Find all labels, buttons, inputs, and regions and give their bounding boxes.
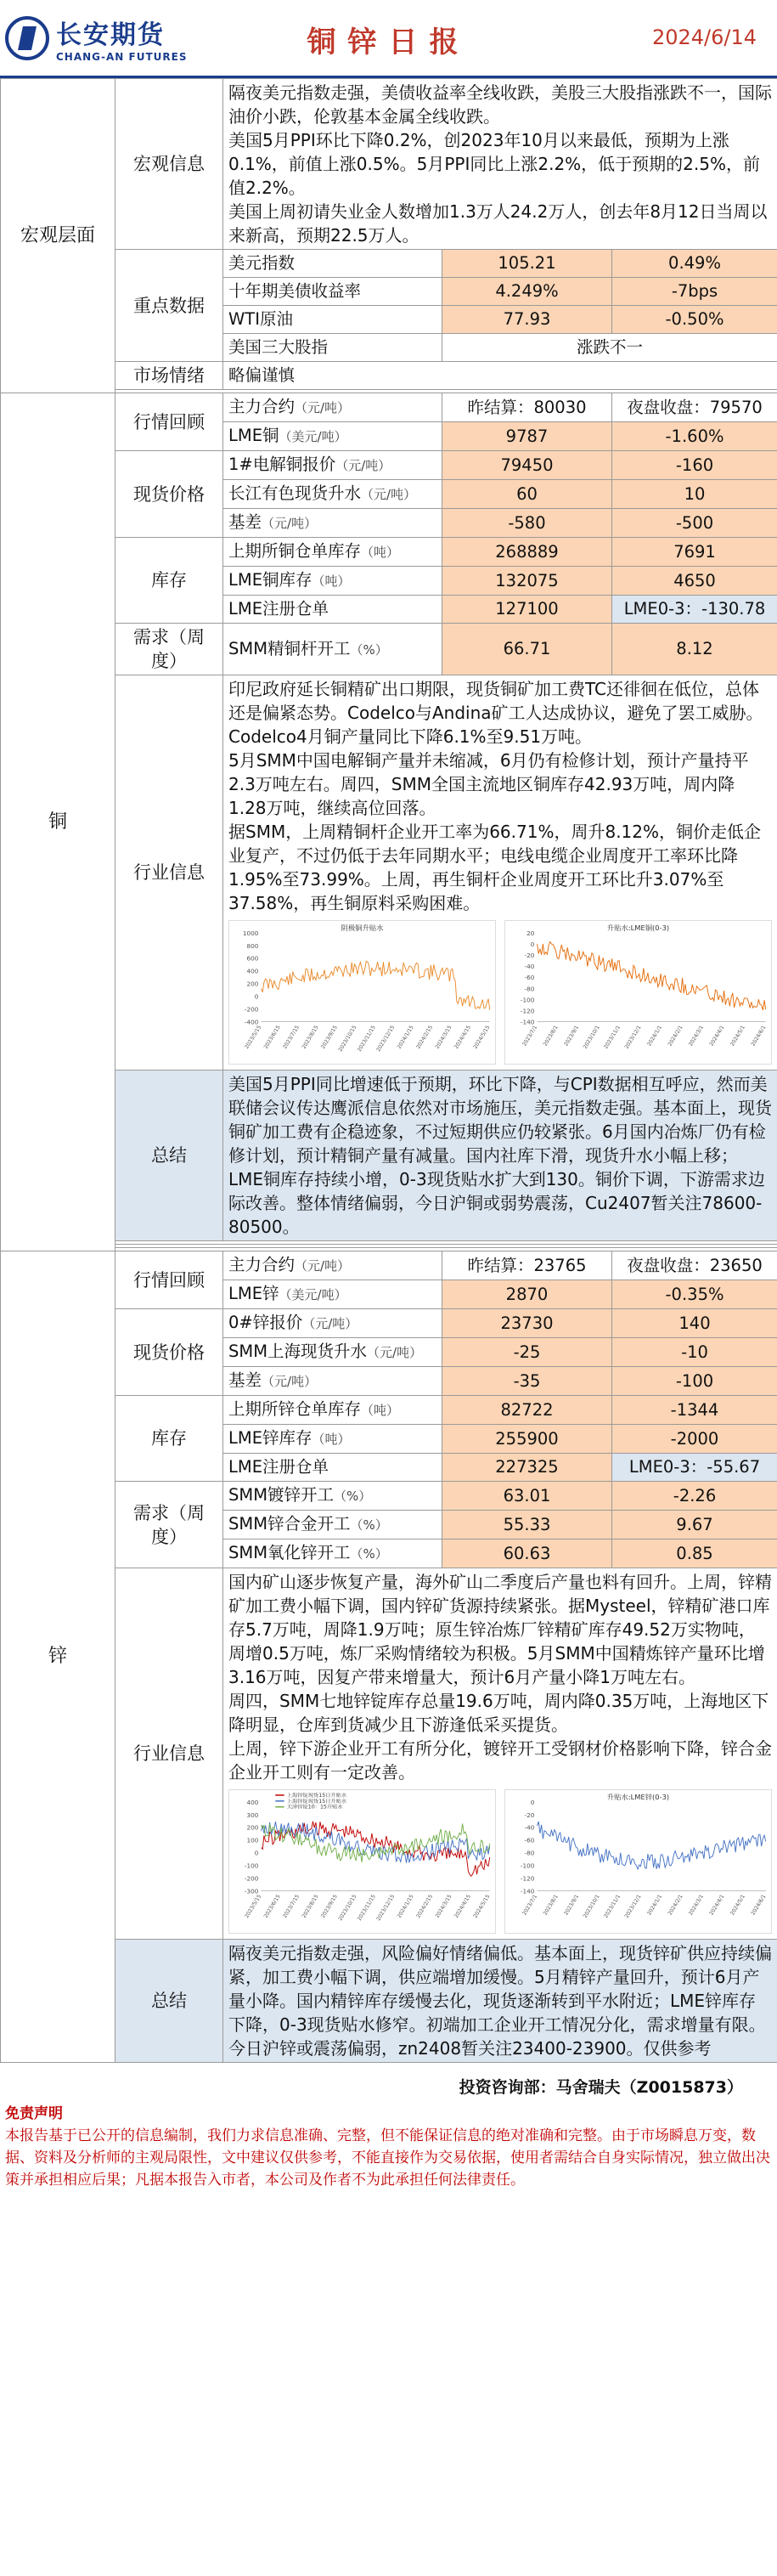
report-header (0, 0, 777, 78)
spot-row-v1: 79450 (442, 451, 612, 480)
chart-title: 升贴水:LME铜(0-3) (606, 924, 670, 932)
stock-row-name (223, 1454, 442, 1482)
stock-row-name (223, 596, 442, 624)
key-row-v2: -0.50% (612, 306, 777, 334)
spot-row-v2: -160 (612, 451, 777, 480)
key-row-v2: -7bps (612, 278, 777, 306)
copper-lme-v2: -1.60% (612, 422, 777, 451)
spot-row-name (223, 480, 442, 509)
x-tick-label: 2024/4/15 (453, 1894, 473, 1919)
y-tick-label: 0 (530, 941, 535, 948)
stock-name: 上期所锌仓单库存 (228, 1399, 362, 1419)
spot-row-v1: -25 (442, 1338, 612, 1367)
x-tick-label: 2023/9/1 (563, 1894, 581, 1917)
spot-row-name (223, 1309, 442, 1338)
contract-unit: （元/吨） (295, 400, 351, 415)
zinc-spot-label: 现货价格 (115, 1309, 223, 1396)
y-tick-label: 20 (526, 929, 535, 937)
stock-row-v2: -2000 (612, 1425, 777, 1454)
stock-name: LME锌库存 (228, 1428, 312, 1448)
chart-title: 阴极铜升贴水 (341, 924, 384, 932)
copper-industry-text (223, 675, 777, 1071)
spot-unit: （元/吨） (302, 1316, 358, 1331)
x-tick-label: 2023/10/15 (337, 1894, 358, 1923)
copper-industry-label: 行业信息 (115, 675, 223, 1071)
y-tick-label: -200 (244, 1874, 259, 1883)
industry-para: 上周，锌下游企业开工有所分化，镀锌开工受钢材价格影响下降，锌合金企业开工则有一定改善。 (228, 1738, 772, 1782)
stock-row-v1: 227325 (442, 1454, 612, 1482)
demand-row-v1: 66.71 (442, 624, 612, 675)
macro-info-text (223, 79, 777, 250)
stock-row-name (223, 538, 442, 567)
contract-unit: （元/吨） (295, 1258, 351, 1274)
x-tick-label: 2024/5/1 (729, 1025, 747, 1048)
spot-row-name (223, 451, 442, 480)
copper-lme-v1: 9787 (442, 422, 612, 451)
x-tick-label: 2023/11/1 (603, 1894, 622, 1919)
x-tick-label: 2023/11/1 (603, 1025, 622, 1050)
zinc-contract-label (223, 1251, 442, 1280)
x-tick-label: 2023/12/15 (375, 1025, 397, 1054)
y-tick-label: 0 (530, 1798, 535, 1806)
demand-unit: （%） (334, 1489, 372, 1504)
lme-unit: （美元/吨） (279, 1287, 347, 1302)
x-tick-label: 2023/7/1 (521, 1025, 539, 1048)
x-tick-label: 2023/8/1 (542, 1894, 560, 1917)
x-tick-label: 2023/12/15 (375, 1894, 397, 1923)
macro-para: 美国上周初请失业金人数增加1.3万人24.2万人，创去年8月12日当周以来新高，预期22.5万人。 (228, 201, 768, 246)
stock-row-v2: LME0-3：-55.67 (612, 1454, 777, 1482)
copper-charts (228, 915, 772, 1068)
x-tick-label: 2023/6/15 (262, 1025, 282, 1050)
demand-unit: （%） (350, 1517, 388, 1533)
stock-name: LME铜库存 (228, 570, 312, 590)
spot-row-name (223, 509, 442, 538)
spot-name: 基差 (228, 512, 262, 532)
stock-row-name (223, 1396, 442, 1425)
demand-row-v2: 0.85 (612, 1539, 777, 1568)
legend-label: 上海锌锭现货15日升贴水 (286, 1793, 347, 1799)
x-tick-label: 2023/7/1 (521, 1894, 539, 1917)
copper-demand-label: 需求（周度） (115, 624, 223, 675)
y-tick-label: 0 (254, 992, 259, 1001)
spot-row-name (223, 1367, 442, 1396)
zinc-lme-v2: -0.35% (612, 1280, 777, 1309)
y-tick-label: 600 (246, 954, 259, 963)
x-tick-label: 2023/7/15 (281, 1025, 301, 1050)
demand-row-name (223, 624, 442, 675)
y-tick-label: 100 (246, 1836, 259, 1844)
macro-section-label: 宏观层面 (1, 79, 115, 393)
zinc-lme-v1: 2870 (442, 1280, 612, 1309)
demand-row-v1: 60.63 (442, 1539, 612, 1568)
spot-unit: （元/吨） (262, 516, 318, 531)
x-tick-label: 2024/5/1 (729, 1894, 747, 1917)
spot-name: 基差 (228, 1370, 262, 1390)
legend-label: 天津锌锭10：15升贴水 (286, 1804, 343, 1811)
zinc-industry-label: 行业信息 (115, 1568, 223, 1940)
copper-night-close: 夜盘收盘：79570 (612, 393, 777, 422)
contract-name: 主力合约 (228, 1255, 296, 1274)
stock-name: LME注册仓单 (228, 1457, 329, 1477)
spot-row-v2: 10 (612, 480, 777, 509)
zinc-premium-svg (229, 1790, 495, 1933)
stock-unit: （吨） (361, 545, 400, 560)
demand-row-name (223, 1482, 442, 1511)
demand-row-v1: 63.01 (442, 1482, 612, 1511)
x-tick-label: 2023/12/1 (623, 1025, 643, 1050)
industry-para: 国内矿山逐步恢复产量，海外矿山二季度后产量也料有回升。上周，锌精矿加工费小幅下调，国内锌矿货源持续紧张。据Mysteel，锌精矿港口库存5.7万吨，周降1.9万吨；原生锌冶炼厂锌精矿库存49.52万实物吨，周增0.5万吨，炼厂采购情绪较为积极。5月SMM中国精炼锌产量环比增3.16万吨，因复产带来增量大，预计6月产量小降1万吨左右。 (228, 1572, 772, 1687)
x-tick-label: 2023/10/15 (337, 1025, 358, 1054)
stock-row-v2: LME0-3：-130.78 (612, 596, 777, 624)
y-tick-label: 800 (246, 941, 259, 950)
zinc-lme-spread-svg (505, 1790, 771, 1933)
series-line (262, 961, 490, 1009)
macro-para: 隔夜美元指数走强，美债收益率全线收跌，美股三大股指涨跌不一，国际油价小跌，伦敦基本金属全线收跌。 (228, 82, 772, 127)
zinc-prev-settle: 昨结算：23765 (442, 1251, 612, 1280)
y-tick-label: -60 (524, 1836, 535, 1844)
y-tick-label: 1000 (242, 929, 259, 937)
spot-row-v1: 23730 (442, 1309, 612, 1338)
y-tick-label: 200 (246, 1823, 259, 1832)
copper-section-label: 铜 (1, 393, 115, 1251)
x-tick-label: 2023/12/1 (623, 1894, 643, 1919)
x-tick-label: 2024/2/15 (415, 1025, 435, 1050)
y-tick-label: -60 (524, 974, 535, 982)
y-tick-label: -20 (524, 1811, 535, 1819)
x-tick-label: 2023/11/15 (356, 1025, 377, 1054)
report-title: 铜锌日报 (307, 25, 470, 59)
copper-contract-label (223, 393, 442, 422)
x-tick-label: 2023/5/15 (244, 1894, 263, 1919)
spot-row-name (223, 1338, 442, 1367)
zinc-section-label: 锌 (1, 1251, 115, 2063)
stock-row-v1: 268889 (442, 538, 612, 567)
key-row-name: 美元指数 (223, 250, 442, 278)
copper-summary-text: 美国5月PPI同比增速低于预期，环比下降，与CPI数据相互呼应，然而美联储会议传达鹰派信息依然对市场施压，美元指数走强。基本面上，现货铜矿加工费有企稳迹象，不过短期供应仍较紧张。6月国内冶炼厂仍有检修计划，预计精铜产量有减量。国内社库下滑，现货升水小幅上移；LME铜库存持续小增，0-3现货贴水扩大到130。铜价下调，下游需求边际改善。整体情绪偏弱，今日沪铜或弱势震荡，Cu2407暂关注78600-80500。 (223, 1071, 777, 1241)
zinc-premium-chart (228, 1789, 496, 1934)
demand-row-name (223, 1539, 442, 1568)
key-row-name: WTI原油 (223, 306, 442, 334)
x-tick-label: 2023/10/1 (582, 1025, 601, 1050)
x-tick-label: 2023/8/15 (301, 1025, 320, 1050)
demand-row-v2: 9.67 (612, 1511, 777, 1539)
series-line (538, 942, 766, 1011)
zinc-lme-label (223, 1280, 442, 1309)
key-row-name: 美国三大股指 (223, 334, 442, 362)
lme-name: LME锌 (228, 1284, 279, 1303)
stock-name: 上期所铜仓单库存 (228, 541, 362, 561)
industry-para: 据SMM，上周精铜杆企业开工率为66.71%，周升8.12%，铜价走低企业复产，不过仍低于去年同期水平；电线电缆企业周度开工率环比降1.95%至73.99%。上周，再生铜杆企业周度开工环比升3.07%至37.58%，再生铜原料采购困难。 (228, 822, 762, 913)
zinc-stock-label: 库存 (115, 1396, 223, 1482)
demand-row-v2: -2.26 (612, 1482, 777, 1511)
stock-row-v2: 7691 (612, 538, 777, 567)
y-tick-label: -120 (520, 1007, 535, 1015)
stock-name: LME注册仓单 (228, 599, 329, 619)
macro-info-label: 宏观信息 (115, 79, 223, 250)
spot-row-v1: -580 (442, 509, 612, 538)
demand-name: SMM锌合金开工 (228, 1514, 351, 1534)
y-tick-label: -100 (520, 996, 535, 1004)
spot-name: 长江有色现货升水 (228, 483, 362, 503)
logo-en: CHANG-AN FUTURES (56, 50, 188, 63)
x-tick-label: 2024/4/1 (708, 1025, 726, 1048)
sentiment-value: 略偏谨慎 (223, 362, 777, 390)
y-tick-label: 0 (254, 1849, 259, 1857)
key-row-v1: 77.93 (442, 306, 612, 334)
demand-row-name (223, 1511, 442, 1539)
copper-lme-label (223, 422, 442, 451)
disclaimer-text: 本报告基于已公开的信息编制，我们力求信息准确、完整，但不能保证信息的绝对准确和完整。由于市场瞬息万变，数据、资料及分析师的主观局限性，文中建议仅供参考，不能直接作为交易依据，使用者需结合自身实际情况，独立做出决策并承担相应后果；凡据本报告入市者，本公司及作者不为此承担任何法律责任。 (5, 2127, 770, 2189)
zinc-charts (228, 1784, 772, 1937)
x-tick-label: 2023/6/15 (262, 1894, 282, 1919)
analyst-credit: 投资咨询部：马舍瑞夫（Z0015873） (459, 2078, 743, 2097)
spot-row-v1: 60 (442, 480, 612, 509)
x-tick-label: 2024/6/1 (750, 1025, 768, 1048)
y-tick-label: 400 (246, 967, 259, 975)
stock-row-v1: 132075 (442, 567, 612, 596)
stock-unit: （吨） (361, 1403, 400, 1418)
zinc-demand-label: 需求（周度） (115, 1482, 223, 1568)
x-tick-label: 2023/9/15 (319, 1025, 340, 1050)
demand-row-v1: 55.33 (442, 1511, 612, 1539)
x-tick-label: 2024/1/15 (396, 1025, 415, 1050)
copper-premium-chart (228, 920, 496, 1065)
x-tick-label: 2024/4/1 (708, 1894, 726, 1917)
stock-row-name (223, 567, 442, 596)
x-tick-label: 2024/2/1 (667, 1025, 684, 1048)
spot-unit: （元/吨） (335, 458, 391, 473)
copper-lme-spread-svg (505, 921, 771, 1064)
demand-unit: （%） (350, 641, 388, 658)
copper-stock-label: 库存 (115, 538, 223, 624)
key-row-v1: 4.249% (442, 278, 612, 306)
series-line (538, 1822, 766, 1869)
logo-cn: 长安期货 (56, 20, 165, 50)
industry-para: 5月SMM中国电解铜产量并未缩减，6月仍有检修计划，预计产量持平2.3万吨左右。周四，SMM全国主流地区铜库存42.93万吨，周内降1.28万吨，继续高位回落。 (228, 750, 749, 818)
key-row-v1: 105.21 (442, 250, 612, 278)
y-tick-label: -80 (524, 1849, 535, 1857)
stock-row-v1: 127100 (442, 596, 612, 624)
x-tick-label: 2023/9/15 (319, 1894, 340, 1919)
x-tick-label: 2024/3/15 (434, 1894, 453, 1919)
zinc-summary-label: 总结 (115, 1940, 223, 2063)
spot-row-v2: -10 (612, 1338, 777, 1367)
y-tick-label: 400 (246, 1798, 259, 1806)
copper-spot-label: 现货价格 (115, 451, 223, 538)
x-tick-label: 2024/4/15 (453, 1025, 473, 1050)
zinc-night-close: 夜盘收盘：23650 (612, 1251, 777, 1280)
stock-row-v2: -1344 (612, 1396, 777, 1425)
y-tick-label: -80 (524, 985, 535, 993)
stock-row-v2: 4650 (612, 567, 777, 596)
spot-row-v2: -100 (612, 1367, 777, 1396)
x-tick-label: 2024/2/15 (415, 1894, 435, 1919)
y-tick-label: -40 (524, 1823, 535, 1832)
zinc-industry-text (223, 1568, 777, 1940)
y-tick-label: -100 (520, 1861, 535, 1870)
y-tick-label: -120 (520, 1874, 535, 1883)
x-tick-label: 2023/8/1 (542, 1025, 560, 1048)
legend-label: 上海锌锭现货15日升贴水 (286, 1798, 347, 1805)
sentiment-label: 市场情绪 (115, 362, 223, 390)
x-tick-label: 2024/5/15 (472, 1894, 492, 1919)
spot-unit: （元/吨） (361, 487, 417, 502)
y-tick-label: -140 (520, 1018, 535, 1026)
x-tick-label: 2024/1/15 (396, 1894, 415, 1919)
x-tick-label: 2024/5/15 (472, 1025, 492, 1050)
demand-row-v2: 8.12 (612, 624, 777, 675)
copper-lme-spread-chart (504, 920, 772, 1065)
key-row-name: 十年期美债收益率 (223, 278, 442, 306)
x-tick-label: 2023/7/15 (281, 1894, 301, 1919)
y-tick-label: -20 (524, 952, 535, 959)
x-tick-label: 2023/5/15 (244, 1025, 263, 1050)
copper-summary-label: 总结 (115, 1071, 223, 1241)
spot-unit: （元/吨） (367, 1345, 423, 1360)
series-line (262, 1822, 490, 1877)
stock-unit: （吨） (312, 573, 351, 589)
x-tick-label: 2024/3/15 (434, 1025, 453, 1050)
lme-unit: （美元/吨） (279, 429, 347, 444)
spot-row-v2: -500 (612, 509, 777, 538)
x-tick-label: 2024/6/1 (750, 1894, 768, 1917)
x-tick-label: 2023/11/15 (356, 1894, 377, 1923)
industry-para: 周四，SMM七地锌锭库存总量19.6万吨，周内降0.35万吨，上海地区下降明显，仓库到货减少且下游逢低采买提货。 (228, 1691, 769, 1735)
y-tick-label: 300 (246, 1811, 259, 1819)
key-data-label: 重点数据 (115, 250, 223, 362)
x-tick-label: 2024/1/1 (645, 1025, 664, 1048)
stock-row-v1: 82722 (442, 1396, 612, 1425)
demand-name: SMM氧化锌开工 (228, 1543, 351, 1562)
industry-para: 印尼政府延长铜精矿出口期限，现货铜矿加工费TC还徘徊在低位，总体还是偏紧态势。Codelco与Andina矿工人达成协议，避免了罢工威胁。Codelco4月铜产量同比下降6.1%至9.51万吨。 (228, 679, 763, 747)
demand-unit: （%） (350, 1546, 388, 1562)
y-tick-label: -100 (244, 1861, 259, 1870)
report-date: 2024/6/14 (651, 25, 757, 49)
spot-name: SMM上海现货升水 (228, 1342, 368, 1361)
spot-name: 0#锌报价 (228, 1313, 303, 1332)
spot-row-v1: -35 (442, 1367, 612, 1396)
y-tick-label: -400 (244, 1018, 259, 1026)
lme-name: LME铜 (228, 426, 279, 445)
y-tick-label: 200 (246, 980, 259, 988)
x-tick-label: 2024/2/1 (667, 1894, 684, 1917)
copper-premium-svg (229, 921, 495, 1064)
zinc-lme-spread-chart (504, 1789, 772, 1934)
chart-title: 升贴水:LME锌(0-3) (606, 1793, 670, 1801)
stock-unit: （吨） (312, 1432, 351, 1447)
copper-market-label: 行情回顾 (115, 393, 223, 451)
demand-name: SMM精铜杆开工 (228, 638, 351, 658)
demand-name: SMM镀锌开工 (228, 1485, 335, 1505)
macro-para: 美国5月PPI环比下降0.2%，创2023年10月以来最低，预期为上涨0.1%，前值上涨0.5%。5月PPI同比上涨2.2%，低于预期的2.5%，前值2.2%。 (228, 130, 760, 198)
stock-row-name (223, 1425, 442, 1454)
zinc-market-label: 行情回顾 (115, 1251, 223, 1309)
x-tick-label: 2023/10/1 (582, 1894, 601, 1919)
x-tick-label: 2024/3/1 (687, 1894, 706, 1917)
contract-name: 主力合约 (228, 397, 296, 416)
x-tick-label: 2023/9/1 (563, 1025, 581, 1048)
stock-row-v1: 255900 (442, 1425, 612, 1454)
spot-unit: （元/吨） (262, 1374, 318, 1389)
y-tick-label: -300 (244, 1887, 259, 1895)
spot-row-v2: 140 (612, 1309, 777, 1338)
disclaimer-title: 免责声明 (5, 2105, 63, 2122)
report-table (0, 78, 777, 2063)
y-tick-label: -140 (520, 1887, 535, 1895)
x-tick-label: 2023/8/15 (301, 1894, 320, 1919)
key-row-v1: 涨跌不一 (442, 334, 777, 362)
spot-name: 1#电解铜报价 (228, 455, 336, 474)
x-tick-label: 2024/3/1 (687, 1025, 706, 1048)
key-row-v2: 0.49% (612, 250, 777, 278)
disclaimer (0, 2103, 777, 2191)
y-tick-label: -200 (244, 1005, 259, 1014)
y-tick-label: -40 (524, 963, 535, 971)
x-tick-label: 2024/1/1 (645, 1894, 664, 1917)
copper-prev-settle: 昨结算：80030 (442, 393, 612, 422)
zinc-summary-text: 隔夜美元指数走强，风险偏好情绪偏低。基本面上，现货锌矿供应持续偏紧，加工费小幅下调，供应端增加缓慢。5月精锌产量回升，预计6月产量小降。国内精锌库存缓慢去化，现货逐渐转到平水附近；LME锌库存下降，0-3现货贴水修窄。初端加工企业开工情况分化，需求增量有限。今日沪锌或震荡偏弱，zn2408暂关注23400-23900。仅供参考 (223, 1940, 777, 2063)
